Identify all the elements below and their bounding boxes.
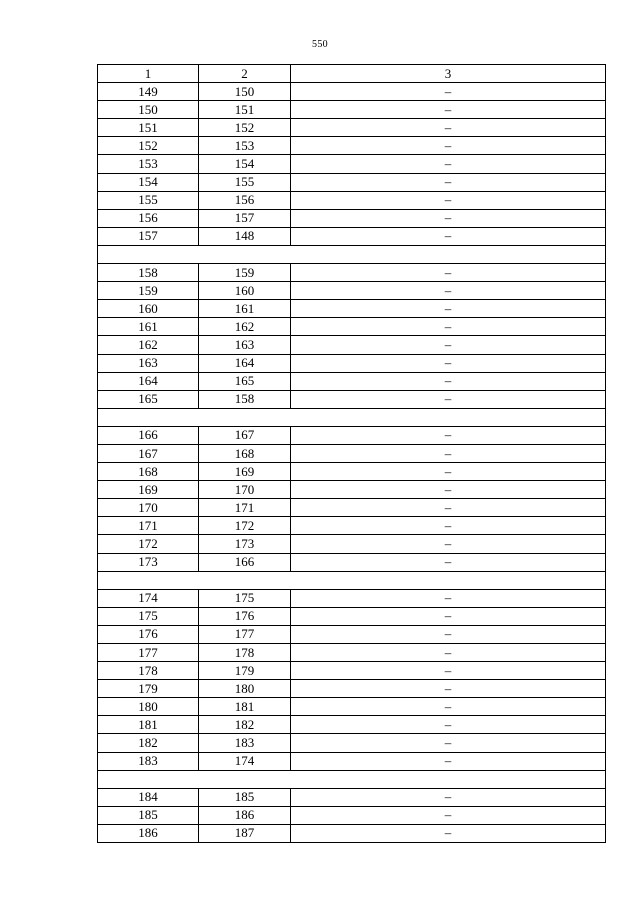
group-separator-row xyxy=(98,571,606,589)
table-row xyxy=(98,662,606,680)
table-cell-col-2: 153 xyxy=(199,137,291,155)
table-cell-col-2: 173 xyxy=(199,535,291,553)
table-cell-col-3: – xyxy=(291,824,606,842)
table-cell-col-3: – xyxy=(291,101,606,119)
table-cell-col-2: 151 xyxy=(199,101,291,119)
table-row xyxy=(98,752,606,770)
table-cell-col-2: 178 xyxy=(199,644,291,662)
table-row xyxy=(98,481,606,499)
table-row xyxy=(98,444,606,462)
table-row xyxy=(98,680,606,698)
table-cell-col-2: 175 xyxy=(199,589,291,607)
table-cell-col-1: 186 xyxy=(98,824,199,842)
table-row xyxy=(98,300,606,318)
data-table xyxy=(97,64,606,843)
table-row xyxy=(98,119,606,137)
table-cell-col-3: – xyxy=(291,390,606,408)
table-cell-col-3: – xyxy=(291,734,606,752)
table-cell-col-3: – xyxy=(291,517,606,535)
table-cell-col-1: 161 xyxy=(98,318,199,336)
table-cell-col-2: 165 xyxy=(199,372,291,390)
page-number: 550 xyxy=(312,39,328,50)
table-row xyxy=(98,589,606,607)
table-cell-col-1: 155 xyxy=(98,191,199,209)
table-cell-col-2: 183 xyxy=(199,734,291,752)
table-cell-col-1: 173 xyxy=(98,553,199,571)
table-cell-col-2: 179 xyxy=(199,662,291,680)
table-cell-col-2: 176 xyxy=(199,607,291,625)
table-row xyxy=(98,336,606,354)
table-cell-col-3: – xyxy=(291,227,606,245)
table-cell-col-3: – xyxy=(291,535,606,553)
table-cell-col-2: 160 xyxy=(199,282,291,300)
table-cell-col-2: 163 xyxy=(199,336,291,354)
table-cell-col-1: 151 xyxy=(98,119,199,137)
table-cell-col-3: – xyxy=(291,444,606,462)
table-cell-col-3: – xyxy=(291,680,606,698)
table-row xyxy=(98,553,606,571)
table-cell-col-2: 171 xyxy=(199,499,291,517)
table-cell-col-2: 168 xyxy=(199,444,291,462)
table-cell-col-2: 185 xyxy=(199,788,291,806)
table-cell-col-3: – xyxy=(291,607,606,625)
table-cell-col-1: 180 xyxy=(98,698,199,716)
table-cell-col-3: – xyxy=(291,698,606,716)
table-row xyxy=(98,372,606,390)
table-row xyxy=(98,390,606,408)
table-cell-col-3: – xyxy=(291,119,606,137)
table-cell-col-2: 169 xyxy=(199,463,291,481)
table-cell-col-3: – xyxy=(291,499,606,517)
table-cell-col-2: 186 xyxy=(199,806,291,824)
table-cell-col-1: 178 xyxy=(98,662,199,680)
table-row xyxy=(98,535,606,553)
table-cell-col-3: – xyxy=(291,137,606,155)
table-row xyxy=(98,209,606,227)
table-cell-col-3: – xyxy=(291,426,606,444)
table-row xyxy=(98,155,606,173)
table-row xyxy=(98,191,606,209)
table-cell-col-1: 181 xyxy=(98,716,199,734)
table-cell-col-3: – xyxy=(291,589,606,607)
table-cell-col-2: 155 xyxy=(199,173,291,191)
table-cell-col-1: 157 xyxy=(98,227,199,245)
table-row xyxy=(98,318,606,336)
table-row xyxy=(98,517,606,535)
group-separator-row xyxy=(98,408,606,426)
table-cell-col-2: 158 xyxy=(199,390,291,408)
table-cell-col-3: – xyxy=(291,354,606,372)
table-cell-col-3: – xyxy=(291,372,606,390)
table-cell-col-3: – xyxy=(291,83,606,101)
table-cell-col-3: – xyxy=(291,553,606,571)
table-cell-col-2: 177 xyxy=(199,625,291,643)
table-cell-col-2: 148 xyxy=(199,227,291,245)
table-cell-col-2: 187 xyxy=(199,824,291,842)
table-cell-col-1: 153 xyxy=(98,155,199,173)
table-cell-col-3: – xyxy=(291,282,606,300)
table-cell-col-3: – xyxy=(291,173,606,191)
table-cell-col-3: – xyxy=(291,644,606,662)
table-row xyxy=(98,644,606,662)
table-cell-col-1: 174 xyxy=(98,589,199,607)
table-cell-col-1: 171 xyxy=(98,517,199,535)
table-cell-col-1: 149 xyxy=(98,83,199,101)
table-cell-col-3: – xyxy=(291,788,606,806)
table-cell-col-1: 160 xyxy=(98,300,199,318)
table-cell-col-1: 183 xyxy=(98,752,199,770)
table-cell-col-1: 156 xyxy=(98,209,199,227)
table-cell-col-1: 162 xyxy=(98,336,199,354)
table-row xyxy=(98,625,606,643)
table-cell-col-1: 182 xyxy=(98,734,199,752)
table-row xyxy=(98,101,606,119)
table-cell-col-2: 182 xyxy=(199,716,291,734)
table-body xyxy=(98,83,606,843)
table-cell-col-1: 150 xyxy=(98,101,199,119)
table-cell-col-2: 162 xyxy=(199,318,291,336)
table-row xyxy=(98,227,606,245)
table-row xyxy=(98,716,606,734)
table-row xyxy=(98,173,606,191)
column-header-3: 3 xyxy=(291,65,606,83)
table-cell-col-1: 159 xyxy=(98,282,199,300)
table-cell-col-1: 185 xyxy=(98,806,199,824)
table-cell-col-3: – xyxy=(291,481,606,499)
table-cell-col-1: 168 xyxy=(98,463,199,481)
table-cell-col-3: – xyxy=(291,752,606,770)
table-row xyxy=(98,137,606,155)
table-cell-col-2: 181 xyxy=(199,698,291,716)
table-cell-col-1: 163 xyxy=(98,354,199,372)
table-cell-col-2: 172 xyxy=(199,517,291,535)
table-row xyxy=(98,806,606,824)
table-cell-col-3: – xyxy=(291,336,606,354)
table-cell-col-2: 156 xyxy=(199,191,291,209)
table-cell-col-3: – xyxy=(291,209,606,227)
table-cell-col-2: 161 xyxy=(199,300,291,318)
group-separator-row xyxy=(98,770,606,788)
separator-cell xyxy=(98,245,606,263)
table-row xyxy=(98,264,606,282)
table-cell-col-1: 169 xyxy=(98,481,199,499)
table-cell-col-3: – xyxy=(291,155,606,173)
table-row xyxy=(98,83,606,101)
table-cell-col-2: 174 xyxy=(199,752,291,770)
table-cell-col-1: 176 xyxy=(98,625,199,643)
table-row xyxy=(98,426,606,444)
group-separator-row xyxy=(98,245,606,263)
table-cell-col-2: 154 xyxy=(199,155,291,173)
table-cell-col-1: 172 xyxy=(98,535,199,553)
table-cell-col-3: – xyxy=(291,300,606,318)
separator-cell xyxy=(98,408,606,426)
table-cell-col-3: – xyxy=(291,662,606,680)
separator-cell xyxy=(98,770,606,788)
table-row xyxy=(98,698,606,716)
table-cell-col-1: 164 xyxy=(98,372,199,390)
table-cell-col-1: 175 xyxy=(98,607,199,625)
table-cell-col-2: 152 xyxy=(199,119,291,137)
table-cell-col-2: 166 xyxy=(199,553,291,571)
column-header-2: 2 xyxy=(199,65,291,83)
separator-cell xyxy=(98,571,606,589)
table-cell-col-2: 164 xyxy=(199,354,291,372)
table-cell-col-2: 180 xyxy=(199,680,291,698)
table-cell-col-3: – xyxy=(291,191,606,209)
table-row xyxy=(98,463,606,481)
table-cell-col-1: 154 xyxy=(98,173,199,191)
table-cell-col-3: – xyxy=(291,625,606,643)
table-cell-col-1: 184 xyxy=(98,788,199,806)
header-row xyxy=(98,65,606,83)
table-cell-col-2: 157 xyxy=(199,209,291,227)
table-cell-col-3: – xyxy=(291,716,606,734)
table-row xyxy=(98,734,606,752)
table-row xyxy=(98,282,606,300)
table-cell-col-3: – xyxy=(291,264,606,282)
table-cell-col-1: 167 xyxy=(98,444,199,462)
table-cell-col-1: 152 xyxy=(98,137,199,155)
table-cell-col-1: 165 xyxy=(98,390,199,408)
table-row xyxy=(98,354,606,372)
table-cell-col-1: 177 xyxy=(98,644,199,662)
table-cell-col-2: 150 xyxy=(199,83,291,101)
table-cell-col-1: 166 xyxy=(98,426,199,444)
table-cell-col-3: – xyxy=(291,318,606,336)
table-cell-col-2: 170 xyxy=(199,481,291,499)
table-row xyxy=(98,824,606,842)
table-row xyxy=(98,499,606,517)
table-cell-col-3: – xyxy=(291,806,606,824)
column-header-1: 1 xyxy=(98,65,199,83)
table-cell-col-2: 167 xyxy=(199,426,291,444)
table-cell-col-1: 170 xyxy=(98,499,199,517)
table-cell-col-1: 179 xyxy=(98,680,199,698)
table-cell-col-1: 158 xyxy=(98,264,199,282)
table-cell-col-2: 159 xyxy=(199,264,291,282)
table-cell-col-3: – xyxy=(291,463,606,481)
table-row xyxy=(98,788,606,806)
table-row xyxy=(98,607,606,625)
